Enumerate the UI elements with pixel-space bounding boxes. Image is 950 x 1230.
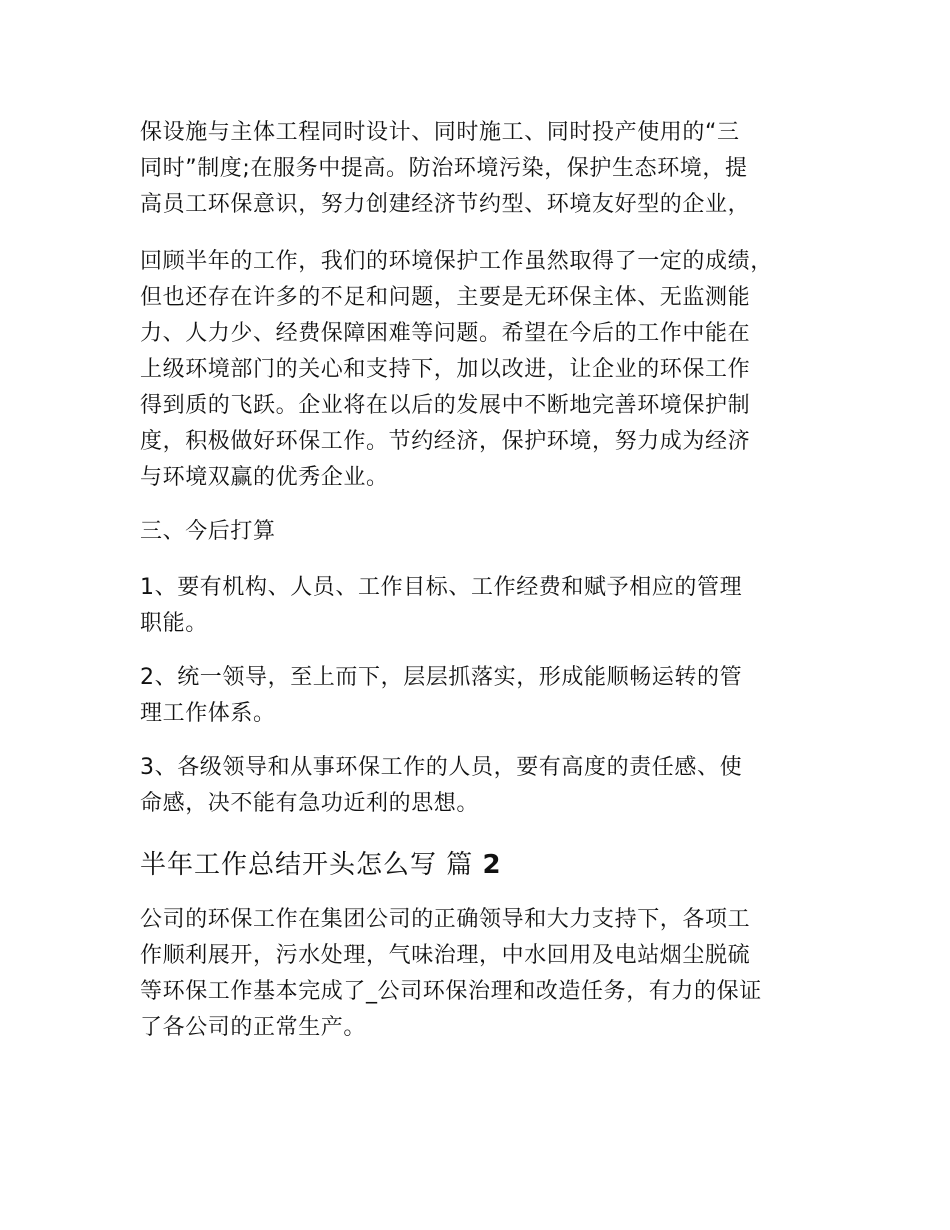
text-line: 但也还存在许多的不足和问题，主要是无环保主体、无监测能 [140, 285, 751, 310]
text-line: 了各公司的正常生产。 [140, 1015, 367, 1040]
text-line: 2、统一领导，至上而下，层层抓落实，形成能顺畅运转的管 [140, 665, 743, 690]
list-item-1 [140, 570, 812, 642]
text-line: 理工作体系。 [140, 701, 276, 726]
text-line: 高员工环保意识，努力创建经济节约型、环境友好型的企业， [140, 192, 751, 217]
paragraph-company-environmental-work [140, 902, 812, 1046]
text-line: 公司的环保工作在集团公司的正确领导和大力支持下，各项工 [140, 907, 751, 932]
text-line: 3、各级领导和从事环保工作的人员，要有高度的责任感、使 [140, 755, 743, 780]
text-line: 度，积极做好环保工作。节约经济，保护环境，努力成为经济 [140, 429, 751, 454]
paragraph-future-plans-title [140, 514, 812, 550]
section-heading-title: 半年工作总结开头怎么写 篇 [140, 850, 474, 880]
text-line: 与环境双赢的优秀企业。 [140, 465, 389, 490]
text-line: 命感，决不能有急功近利的思想。 [140, 791, 480, 816]
text-line: 力、人力少、经费保障困难等问题。希望在今后的工作中能在 [140, 321, 751, 346]
text-line: 保设施与主体工程同时设计、同时施工、同时投产使用的“三 [140, 120, 740, 145]
text-line: 上级环境部门的关心和支持下，加以改进，让企业的环保工作 [140, 357, 751, 382]
text-line: 同时”制度;在服务中提高。防治环境污染，保护生态环境，提 [140, 156, 748, 181]
text-line: 1、要有机构、人员、工作目标、工作经费和赋予相应的管理 [140, 575, 743, 600]
text-line: 得到质的飞跃。企业将在以后的发展中不断地完善环境保护制 [140, 393, 751, 418]
list-item-3 [140, 750, 812, 822]
list-item-2 [140, 660, 812, 732]
text-line: 作顺利展开，污水处理，气味治理，中水回用及电站烟尘脱硫 [140, 943, 751, 968]
text-line: 回顾半年的工作，我们的环境保护工作虽然取得了一定的成绩， [140, 249, 773, 274]
text-line: 等环保工作基本完成了_公司环保治理和改造任务，有力的保证 [140, 979, 762, 1004]
section-heading [140, 845, 502, 885]
section-heading-number: 2 [482, 850, 502, 880]
paragraph-environmental-intro [140, 115, 812, 223]
text-line: 职能。 [140, 611, 208, 636]
text-line: 三、今后打算 [140, 519, 276, 544]
paragraph-half-year-review [140, 244, 812, 496]
